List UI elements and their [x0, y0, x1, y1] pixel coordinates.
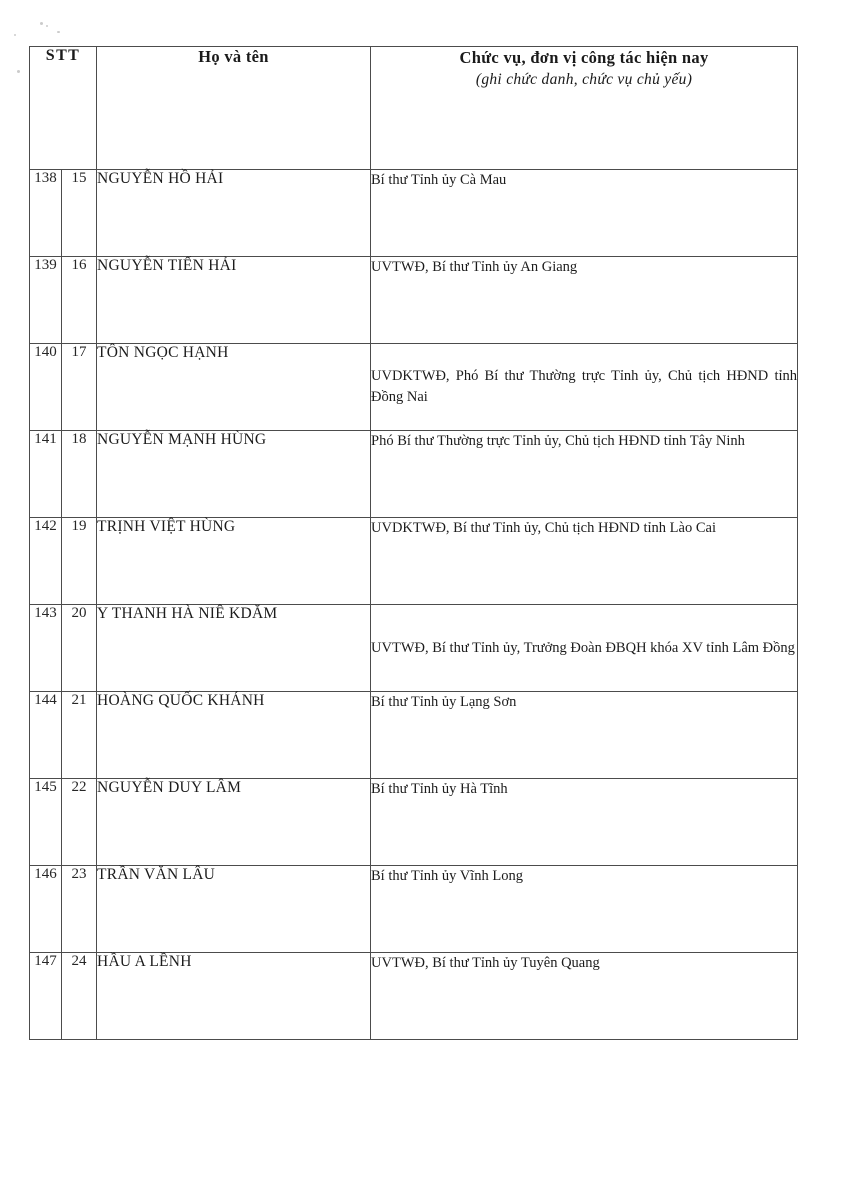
row-sub-index: 24 — [62, 953, 97, 1040]
table-body — [30, 47, 798, 1040]
row-name: NGUYỄN MẠNH HÙNG — [97, 431, 371, 518]
row-position: Bí thư Tỉnh ủy Lạng Sơn — [371, 692, 798, 779]
row-index: 144 — [30, 692, 62, 779]
scan-speckle — [57, 31, 60, 33]
row-name: HẦU A LỀNH — [97, 953, 371, 1040]
row-index: 143 — [30, 605, 62, 692]
column-header-position — [371, 47, 798, 170]
row-position: Bí thư Tỉnh ủy Hà Tĩnh — [371, 779, 798, 866]
scan-speckle — [17, 70, 20, 73]
table-row — [30, 518, 798, 605]
row-sub-index: 21 — [62, 692, 97, 779]
table-row — [30, 779, 798, 866]
column-header-position-sub: (ghi chức danh, chức vụ chủ yếu) — [475, 70, 693, 88]
scan-speckle — [46, 25, 48, 27]
row-index: 139 — [30, 257, 62, 344]
row-position: UVTWĐ, Bí thư Tỉnh ủy Tuyên Quang — [371, 953, 798, 1040]
row-sub-index: 18 — [62, 431, 97, 518]
row-sub-index: 19 — [62, 518, 97, 605]
table-row — [30, 692, 798, 779]
table-row — [30, 170, 798, 257]
row-sub-index: 23 — [62, 866, 97, 953]
column-header-position-main: Chức vụ, đơn vị công tác hiện nay — [459, 48, 709, 67]
row-position: UVDKTWĐ, Bí thư Tỉnh ủy, Chủ tịch HĐND tỉnh Lào Cai — [371, 518, 798, 605]
table-row — [30, 953, 798, 1040]
row-position: UVTWĐ, Bí thư Tỉnh ủy, Trưởng Đoàn ĐBQH khóa XV tỉnh Lâm Đồng — [371, 605, 798, 692]
row-name: HOÀNG QUỐC KHÁNH — [97, 692, 371, 779]
row-name: TRỊNH VIỆT HÙNG — [97, 518, 371, 605]
table-row — [30, 344, 798, 431]
table-row — [30, 431, 798, 518]
row-sub-index: 20 — [62, 605, 97, 692]
row-index: 138 — [30, 170, 62, 257]
row-sub-index: 16 — [62, 257, 97, 344]
row-name: Y THANH HÀ NIÊ KDĂM — [97, 605, 371, 692]
table-row — [30, 605, 798, 692]
row-position: Phó Bí thư Thường trực Tỉnh ủy, Chủ tịch HĐND tỉnh Tây Ninh — [371, 431, 798, 518]
personnel-table — [29, 46, 798, 1040]
scan-speckle — [40, 22, 43, 25]
row-name: NGUYỄN HỒ HẢI — [97, 170, 371, 257]
row-position: UVTWĐ, Bí thư Tỉnh ủy An Giang — [371, 257, 798, 344]
row-position: UVDKTWĐ, Phó Bí thư Thường trực Tỉnh ủy, Chủ tịch HĐND tỉnh Đồng Nai — [371, 344, 798, 431]
table-row — [30, 866, 798, 953]
table-header-row — [30, 47, 798, 170]
row-name: NGUYỄN TIẾN HẢI — [97, 257, 371, 344]
row-index: 142 — [30, 518, 62, 605]
row-sub-index: 15 — [62, 170, 97, 257]
row-index: 145 — [30, 779, 62, 866]
row-index: 141 — [30, 431, 62, 518]
row-name: TRẦN VĂN LÂU — [97, 866, 371, 953]
table-row — [30, 257, 798, 344]
row-name: TÔN NGỌC HẠNH — [97, 344, 371, 431]
row-sub-index: 22 — [62, 779, 97, 866]
row-index: 147 — [30, 953, 62, 1040]
column-header-name: Họ và tên — [97, 47, 371, 170]
row-index: 146 — [30, 866, 62, 953]
row-position: Bí thư Tỉnh ủy Cà Mau — [371, 170, 798, 257]
row-sub-index: 17 — [62, 344, 97, 431]
row-index: 140 — [30, 344, 62, 431]
row-name: NGUYỄN DUY LÂM — [97, 779, 371, 866]
scan-speckle — [14, 34, 16, 36]
column-header-stt: STT — [30, 47, 97, 170]
row-position: Bí thư Tỉnh ủy Vĩnh Long — [371, 866, 798, 953]
